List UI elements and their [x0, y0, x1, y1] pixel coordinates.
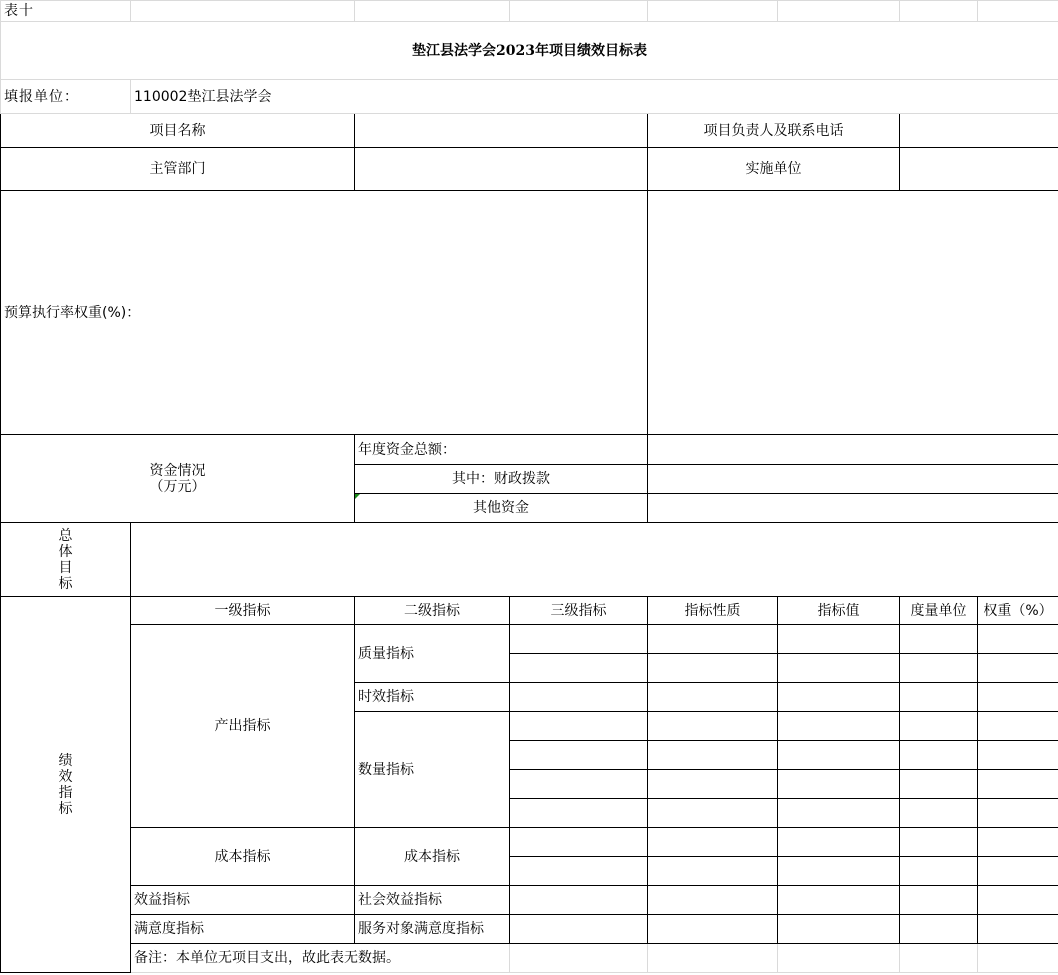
cell[interactable] [778, 741, 900, 770]
overall-goal-text: 总体目标 [58, 527, 73, 592]
cell[interactable] [978, 915, 1058, 944]
cell[interactable] [778, 770, 900, 799]
cell[interactable] [648, 712, 778, 741]
cell[interactable] [510, 683, 648, 712]
cell[interactable] [900, 944, 978, 973]
fiscal-value[interactable] [648, 465, 1058, 494]
cell[interactable] [900, 1, 978, 22]
cell[interactable] [778, 828, 900, 857]
funds-label [1, 435, 355, 523]
cost-indicator-level1: 成本指标 [131, 828, 355, 886]
project-name-value[interactable] [355, 114, 648, 148]
cell[interactable] [978, 828, 1058, 857]
cell[interactable] [778, 915, 900, 944]
perf-indicator-text: 绩效指标 [58, 752, 73, 817]
cell[interactable] [978, 1, 1058, 22]
cell[interactable] [900, 683, 978, 712]
cell[interactable] [778, 857, 900, 886]
cell[interactable] [510, 741, 648, 770]
satisfaction-indicator: 满意度指标 [131, 915, 355, 944]
cell[interactable] [978, 683, 1058, 712]
fiscal-label: 其中：财政拨款 [355, 465, 648, 494]
cell[interactable] [978, 944, 1058, 973]
cell[interactable] [510, 799, 648, 828]
quality-indicator: 质量指标 [355, 625, 510, 683]
cell[interactable] [648, 828, 778, 857]
timeliness-indicator: 时效指标 [355, 683, 510, 712]
cell[interactable] [778, 683, 900, 712]
cell[interactable] [510, 944, 648, 973]
header-weight: 权重（%） [978, 597, 1058, 625]
header-value: 指标值 [778, 597, 900, 625]
other-funds-label [355, 494, 648, 523]
cell[interactable] [648, 915, 778, 944]
cell[interactable] [778, 625, 900, 654]
annual-total-label: 年度资金总额： [355, 435, 648, 465]
cell[interactable] [648, 741, 778, 770]
cell[interactable] [900, 625, 978, 654]
cell[interactable] [900, 799, 978, 828]
cell[interactable] [648, 683, 778, 712]
dept-value[interactable] [355, 148, 648, 191]
social-benefit-indicator: 社会效益指标 [355, 886, 510, 915]
cell[interactable] [510, 886, 648, 915]
unit-value[interactable]: 110002垫江县法学会 [131, 80, 1058, 114]
cell[interactable] [778, 654, 900, 683]
cell[interactable] [900, 886, 978, 915]
note: 备注：本单位无项目支出，故此表无数据。 [131, 944, 510, 973]
dept-label: 主管部门 [1, 148, 355, 191]
cell[interactable] [648, 944, 778, 973]
perf-indicator-label [1, 597, 131, 973]
cell[interactable] [900, 741, 978, 770]
project-contact-value[interactable] [900, 114, 1058, 148]
other-funds-value[interactable] [648, 494, 1058, 523]
cell[interactable] [648, 1, 778, 22]
cell[interactable] [978, 799, 1058, 828]
cell[interactable] [900, 828, 978, 857]
cell[interactable] [978, 625, 1058, 654]
funds-label-line2: （万元） [149, 478, 206, 495]
cell[interactable] [648, 654, 778, 683]
cell[interactable] [978, 770, 1058, 799]
cell[interactable] [900, 654, 978, 683]
cell[interactable] [355, 1, 510, 22]
cell[interactable] [978, 654, 1058, 683]
unit-label: 填报单位： [1, 80, 131, 114]
service-satisfaction-indicator: 服务对象满意度指标 [355, 915, 510, 944]
cell[interactable] [778, 799, 900, 828]
impl-value[interactable] [900, 148, 1058, 191]
annual-total-value[interactable] [648, 435, 1058, 465]
cost-indicator-level2: 成本指标 [355, 828, 510, 886]
cell[interactable] [778, 712, 900, 741]
project-name-label: 项目名称 [1, 114, 355, 148]
cell[interactable] [778, 1, 900, 22]
cell[interactable] [510, 828, 648, 857]
budget-rate-label: 预算执行率权重(%)： [1, 191, 648, 435]
cell[interactable] [900, 915, 978, 944]
cell[interactable] [648, 886, 778, 915]
impl-label: 实施单位 [648, 148, 900, 191]
cell[interactable] [978, 886, 1058, 915]
cell[interactable] [978, 741, 1058, 770]
cell[interactable] [510, 625, 648, 654]
cell[interactable] [900, 857, 978, 886]
cell[interactable] [131, 1, 355, 22]
cell[interactable] [648, 625, 778, 654]
header-level1: 一级指标 [131, 597, 355, 625]
cell[interactable] [648, 770, 778, 799]
cell[interactable] [978, 712, 1058, 741]
budget-rate-value[interactable] [648, 191, 1058, 435]
cell[interactable] [510, 712, 648, 741]
cell[interactable] [648, 799, 778, 828]
page-title: 垫江县法学会2023年项目绩效目标表 [1, 22, 1058, 80]
comment-flag-icon [355, 494, 360, 499]
cell[interactable] [648, 857, 778, 886]
cell[interactable] [510, 770, 648, 799]
quantity-indicator: 数量指标 [355, 712, 510, 828]
cell[interactable] [778, 944, 900, 973]
overall-goal-label [1, 523, 131, 597]
output-indicator: 产出指标 [131, 625, 355, 828]
cell[interactable] [900, 712, 978, 741]
overall-goal-value[interactable] [131, 523, 1058, 597]
cell[interactable] [510, 654, 648, 683]
benefit-indicator: 效益指标 [131, 886, 355, 915]
cell[interactable] [900, 770, 978, 799]
header-nature: 指标性质 [648, 597, 778, 625]
project-contact-label: 项目负责人及联系电话 [648, 114, 900, 148]
cell[interactable] [510, 915, 648, 944]
funds-label-line1: 资金情况 [149, 462, 206, 479]
header-level2: 二级指标 [355, 597, 510, 625]
header-unit: 度量单位 [900, 597, 978, 625]
cell[interactable] [510, 857, 648, 886]
header-level3: 三级指标 [510, 597, 648, 625]
sheet-label: 表十 [1, 1, 131, 22]
cell[interactable] [778, 886, 900, 915]
cell[interactable] [510, 1, 648, 22]
other-funds-text: 其他资金 [473, 500, 529, 516]
cell[interactable] [978, 857, 1058, 886]
